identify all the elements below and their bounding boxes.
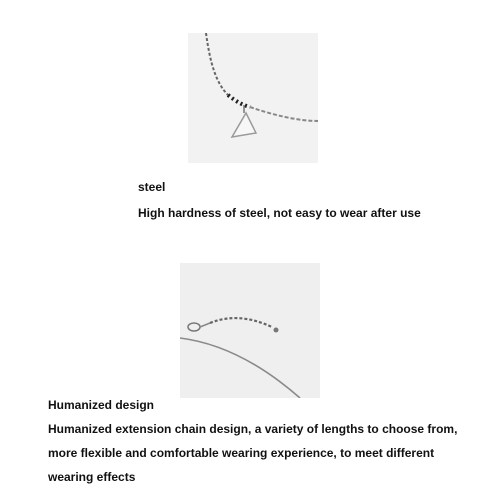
chain-end-icon [274,328,279,333]
feature-description-line: Humanized extension chain design, a variety of lengths to choose from, [48,422,458,436]
feature-description-line: more flexible and comfortable wearing experience, to meet different [48,446,435,460]
feature-title-steel: steel [138,180,166,194]
feature-description-steel: High hardness of steel, not easy to wear after use [138,206,421,220]
feature-description-line: wearing effects [48,470,136,484]
necklace-pendant-illustration [188,33,318,163]
necklace-extension-photo [180,263,320,398]
necklace-extension-illustration [180,263,320,398]
feature-title-humanized-design: Humanized design [48,398,155,412]
necklace-pendant-photo [188,33,318,163]
